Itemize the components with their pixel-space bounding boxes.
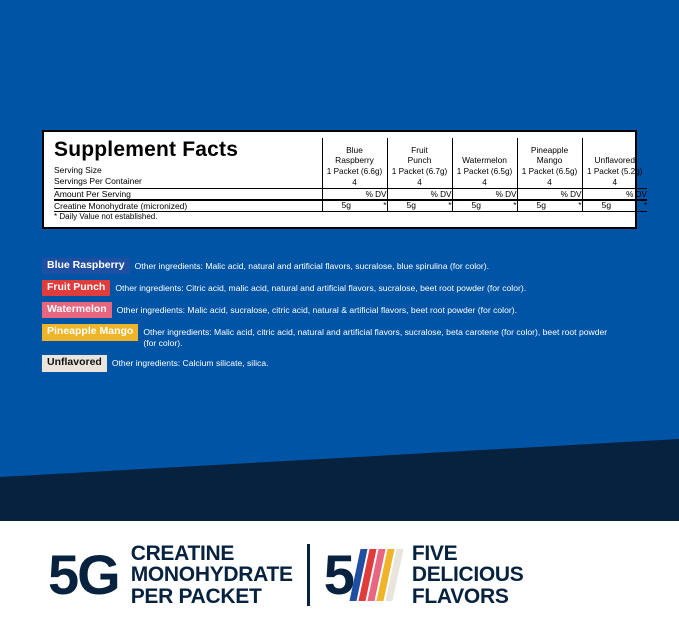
column-header-pineapple-mango: [517, 138, 582, 165]
claim-line2: MONOHYDRATE: [130, 563, 293, 587]
flavor-detail-unflavored: [42, 355, 642, 371]
flavor-ingredients-fruit-punch: Other ingredients: Citric acid, malic acid, natural and artificial flavors, sucralose, beet root powder (for color).: [115, 283, 527, 294]
servings-per-container-value: 4: [612, 177, 618, 187]
creatine-pineapple-mango: [517, 200, 582, 212]
servings-per-container-value: 4: [482, 177, 487, 187]
column-header-watermelon: [452, 138, 517, 165]
column-name-line1: Blue: [346, 145, 363, 156]
claim-line3: PER PACKET: [130, 584, 262, 608]
creatine-unflavored: [582, 200, 647, 212]
serving-size-value: 1 Packet (6.6g): [326, 166, 383, 176]
claim-line3: FLAVORS: [411, 584, 509, 608]
flavor-detail-fruit-punch: [42, 280, 642, 296]
claim-line1: CREATINE: [130, 541, 235, 565]
column-header-blue-raspberry: [322, 138, 387, 165]
servings-per-container-value: 4: [417, 177, 422, 187]
supplement-facts-table: [54, 138, 647, 221]
serving-values-pineapple-mango: [517, 165, 582, 188]
creatine-amount: 5g: [341, 200, 351, 211]
column-name-line2: Mango: [536, 154, 563, 165]
serving-size-value: 1 Packet (5.2g): [586, 166, 643, 176]
flavor-ingredients-pineapple-mango: Other ingredients: Malic acid, citric acid, natural and artificial flavors, sucralose, beta carotene (for color), beet root powder (for color).: [143, 327, 608, 349]
claim-badge-5: 5: [323, 543, 353, 606]
dv-label-unflavored: % DV: [582, 188, 647, 200]
serving-labels: [54, 165, 322, 188]
serving-size-value: 1 Packet (6.7g): [391, 166, 448, 176]
panel-title: Supplement Facts: [54, 138, 239, 161]
creatine-blue-raspberry: [322, 200, 387, 212]
servings-per-container-label: Servings Per Container: [54, 176, 142, 187]
flavor-detail-blue-raspberry: [42, 258, 642, 274]
flavor-ingredients-blue-raspberry: Other ingredients: Malic acid, natural and artificial flavors, sucralose, blue spirulina (for color).: [134, 261, 490, 271]
footnote-row: [54, 211, 647, 221]
flavor-chip-blue-raspberry: Blue Raspberry: [42, 258, 130, 274]
serving-info-row: [54, 165, 647, 188]
column-name-line1: Watermelon: [462, 154, 507, 165]
amount-per-serving-label: Amount Per Serving: [54, 188, 131, 199]
dv-label-watermelon: % DV: [452, 188, 517, 200]
claim-line2: DELICIOUS: [411, 563, 524, 587]
flavor-chip-pineapple-mango: Pineapple Mango: [42, 324, 138, 340]
creatine-amount: 5g: [471, 200, 481, 211]
daily-value-footnote: * Daily Value not established.: [54, 211, 158, 221]
dv-label-fruit-punch: % DV: [387, 188, 452, 200]
creatine-amount: 5g: [601, 200, 612, 211]
table-header-row: [54, 138, 647, 165]
creatine-dv: *: [383, 200, 387, 211]
flavor-chip-fruit-punch: Fruit Punch: [42, 280, 110, 296]
claim-line1: FIVE: [411, 541, 458, 565]
claims-divider: [307, 544, 310, 606]
serving-size-label: Serving Size: [54, 165, 102, 175]
column-header-fruit-punch: [387, 138, 452, 165]
flavor-detail-pineapple-mango: [42, 324, 632, 349]
creatine-label: Creatine Monohydrate (micronized): [54, 200, 188, 211]
creatine-dv: *: [448, 200, 452, 211]
creatine-dv: *: [578, 200, 582, 211]
serving-values-fruit-punch: [387, 165, 452, 188]
column-name-line2: Punch: [407, 154, 432, 165]
supplement-facts-panel: [42, 130, 647, 229]
serving-values-blue-raspberry: [322, 165, 387, 188]
column-name-line2: Raspberry: [335, 154, 374, 165]
flavor-descriptions: [42, 258, 642, 378]
column-name-line1: Pineapple: [530, 145, 569, 156]
creatine-watermelon: [452, 200, 517, 212]
servings-per-container-value: 4: [547, 177, 552, 187]
claim-badge-5g: 5G: [48, 543, 119, 606]
creatine-dv: *: [643, 200, 647, 211]
serving-values-unflavored: [582, 165, 647, 188]
ingredient-row-creatine: [54, 200, 647, 212]
flavor-chip-watermelon: Watermelon: [42, 302, 112, 318]
flavor-ingredients-watermelon: Other ingredients: Malic acid, sucralose, citric acid, natural & artificial flavors, beet root powder (for color).: [116, 305, 517, 316]
column-name-line1: Fruit: [411, 145, 428, 156]
amount-per-serving-row: [54, 188, 647, 200]
flavor-detail-watermelon: [42, 302, 642, 318]
servings-per-container-value: 4: [352, 177, 357, 187]
column-name-line1: Unflavored: [594, 154, 635, 165]
dv-label-pineapple-mango: % DV: [517, 188, 582, 200]
claim-flavors: [324, 543, 524, 608]
serving-size-value: 1 Packet (6.5g): [456, 166, 513, 176]
column-header-unflavored: [582, 138, 647, 165]
claim-creatine: [48, 543, 293, 608]
serving-values-watermelon: [452, 165, 517, 188]
bottom-claims: [0, 521, 679, 629]
creatine-dv: *: [513, 200, 517, 211]
creatine-amount: 5g: [406, 200, 416, 211]
dv-label-blue-raspberry: % DV: [322, 188, 387, 200]
serving-size-value: 1 Packet (6.5g): [521, 166, 578, 176]
flavor-stripes-icon: [349, 549, 405, 601]
flavor-ingredients-unflavored: Other ingredients: Calcium silicate, silica.: [111, 358, 269, 369]
claim-text-flavors: [412, 543, 524, 608]
claim-text-creatine: [131, 543, 293, 608]
flavor-chip-unflavored: Unflavored: [42, 355, 107, 371]
creatine-fruit-punch: [387, 200, 452, 212]
creatine-amount: 5g: [536, 200, 546, 211]
